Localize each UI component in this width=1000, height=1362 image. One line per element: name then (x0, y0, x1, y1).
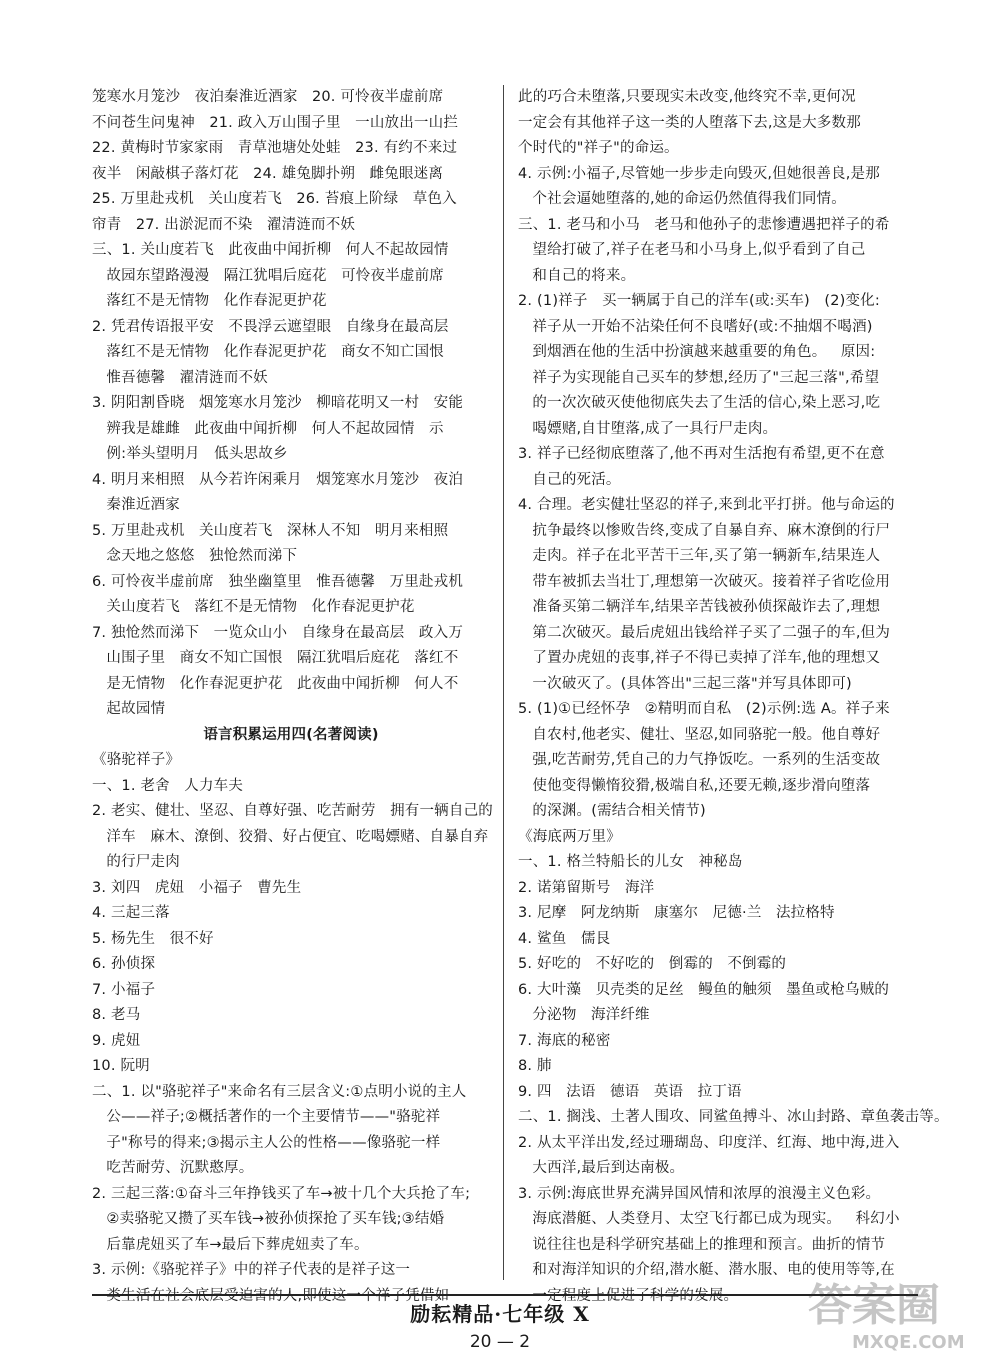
right-text-line: 带车被抓去当壮丁,理想第一次破灭。接着祥子省吃俭用 (518, 573, 891, 590)
left-text-line: 不问苍生问鬼神 21. 政入万山围子里 一山放出一山拦 (92, 114, 459, 131)
right-text-line: 祥子从一开始不沾染任何不良嗜好(或:不抽烟不喝酒) (518, 318, 873, 335)
left-text-line: 2. 老实、健壮、坚忍、自尊好强、吃苦耐劳 拥有一辆自己的 (92, 803, 493, 819)
right-text-line: 此的巧合未堕落,只要现实未改变,他终究不幸,更何况 (518, 89, 856, 105)
right-text-line: 强,吃苦耐劳,凭自己的力气挣饭吃。一系列的生活变故 (518, 752, 881, 768)
right-text-line: 自己的死活。 (518, 471, 621, 488)
left-column (92, 85, 493, 1309)
left-text-line: 2. 凭君传语报平安 不畏浮云遮望眼 自缘身在最高层 (92, 318, 449, 335)
left-text-line: 山围子里 商女不知亡国恨 隔江犹唱后庭花 落红不 (92, 650, 459, 666)
left-text-line: 笼寒水月笼沙 夜泊秦淮近酒家 20. 可怜夜半虚前席 (92, 89, 444, 105)
right-text-line: 望给打破了,祥子在老马和小马身上,似乎看到了自己 (518, 242, 866, 258)
left-text-line: 是无情物 化作春泥更护花 此夜曲中闻折柳 何人不 (92, 675, 459, 692)
right-text-line: 4. 合理。老实健壮坚忍的祥子,来到北平打拼。他与命运的 (518, 497, 895, 513)
left-text-line: 二、1. 以"骆驼祥子"来命名有三层含义:①点明小说的主人 (92, 1083, 467, 1100)
left-text-line: 3. 阴阳割昏晓 烟笼寒水月笼沙 柳暗花明又一村 安能 (92, 395, 464, 411)
left-text-line: 落红不是无情物 化作春泥更护花 商女不知亡国恨 (92, 344, 444, 360)
watermark-main: 答案圈 (808, 1280, 940, 1331)
left-text-line: 5. 万里赴戎机 关山度若飞 深林人不知 明月来相照 (92, 522, 449, 539)
left-text-line: 惟吾德馨 濯清涟而不妖 (92, 369, 268, 386)
right-text-line: 5. 好吃的 不好吃的 倒霉的 不倒霉的 (518, 956, 787, 972)
left-text-line: 6. 孙侦探 (92, 956, 156, 972)
left-text-line: 4. 三起三落 (92, 905, 170, 921)
right-text-line: 《海底两万里》 (518, 828, 621, 845)
right-text-line: 海底潜艇、人类登月、太空飞行都已成为现实。 科幻小 (518, 1211, 900, 1227)
left-text-line: 语言积累运用四(名著阅读) (203, 726, 379, 743)
left-text-line: 《骆驼祥子》 (92, 752, 181, 768)
right-text-line: 个社会逼她堕落的,她的命运仍然值得我们同情。 (518, 191, 846, 207)
right-text-line: 3. 祥子已经彻底堕落了,他不再对生活抱有希望,更不在意 (518, 446, 885, 462)
right-text-line: 的一次次破灭使他彻底失去了生活的信心,染上恶习,吃 (518, 395, 881, 411)
left-text-line: 的行尸走肉 (92, 854, 180, 870)
right-text-line: 分泌物 海洋纤维 (518, 1007, 650, 1023)
right-text-line: 6. 大叶藻 贝壳类的足丝 鳗鱼的触须 墨鱼或枪乌贼的 (518, 981, 890, 998)
left-text-line: 8. 老马 (92, 1007, 141, 1023)
right-text-line: 4. 示例:小福子,尽管她一步步走向毁灭,但她很善良,是那 (518, 165, 880, 182)
right-text-line: 3. 示例:海底世界充满异国风情和浓厚的浪漫主义色彩。 (518, 1185, 881, 1202)
left-text-line: 22. 黄梅时节家家雨 青草池塘处处蛙 23. 有约不来过 (92, 140, 458, 156)
right-text-line: 2. (1)祥子 买一辆属于自己的洋车(或:买车) (2)变化: (518, 293, 880, 309)
left-text-line: 5. 杨先生 很不好 (92, 930, 214, 947)
page-number: 20 — 2 (469, 1332, 531, 1352)
right-text-line: 到烟酒在他的生活中扮演越来越重要的角色。 原因: (518, 344, 876, 360)
right-text-line: 和对海洋知识的介绍,潜水艇、潜水服、电的使用等等,在 (518, 1262, 895, 1278)
watermark-logo (800, 1268, 990, 1356)
right-text-line: 一定会有其他祥子这一类的人堕落下去,这是大多数那 (518, 114, 861, 131)
left-text-line: 7. 小福子 (92, 981, 156, 998)
left-text-line: 秦淮近酒家 (92, 497, 180, 513)
left-text-line: 4. 明月来相照 从今若许闲乘月 烟笼寒水月笼沙 夜泊 (92, 471, 464, 488)
right-text-line: 一次破灭了。(具体答出"三起三落"并写具体即可) (518, 675, 852, 692)
right-text-line: 2. 从太平洋出发,经过珊瑚岛、印度洋、红海、地中海,进入 (518, 1134, 900, 1151)
watermark-url: MXQE.COM (852, 1332, 965, 1353)
left-text-line: 子"称号的得来;③揭示主人公的性格——像骆驼一样 (92, 1134, 441, 1151)
left-text-line: 落红不是无情物 化作春泥更护花 (92, 293, 327, 309)
right-text-line: 一、1. 格兰特船长的儿女 神秘岛 (518, 854, 743, 870)
left-text-line: 一、1. 老舍 人力车夫 (92, 777, 244, 794)
left-text-line: 吃苦耐劳、沉默憨厚。 (92, 1160, 254, 1176)
left-text-line: 10. 阮明 (92, 1058, 150, 1074)
right-text-line: 使他变得懒惰狡猾,极端自私,还要无赖,逐步滑向堕落 (518, 777, 871, 794)
left-text-line: 故园东望路漫漫 隔江犹唱后庭花 可怜夜半虚前席 (92, 267, 444, 284)
left-text-line: 3. 刘四 虎妞 小福子 曹先生 (92, 879, 302, 896)
left-text-line: 夜半 闲敲棋子落灯花 24. 雄兔脚扑朔 雌兔眼迷离 (92, 165, 444, 182)
right-text-line: 祥子为实现能自己买车的梦想,经历了"三起三落",希望 (518, 369, 880, 386)
left-text-line: ②卖骆驼又攒了买车钱→被孙侦探抢了买车钱;③结婚 (92, 1211, 445, 1227)
left-text-line: 三、1. 关山度若飞 此夜曲中闻折柳 何人不起故园情 (92, 242, 449, 258)
column-divider (503, 85, 504, 1280)
right-text-line: 二、1. 搁浅、土著人围攻、同鲨鱼搏斗、冰山封路、章鱼袭击等。 (518, 1109, 949, 1125)
left-text-line: 25. 万里赴戎机 关山度若飞 26. 苔痕上阶绿 草色入 (92, 191, 457, 207)
left-text-line: 辨我是雄雌 此夜曲中闻折柳 何人不起故园情 示 (92, 420, 444, 437)
left-text-line: 后靠虎妞买了车→最后下葬虎妞卖了车。 (92, 1236, 369, 1253)
footer-rule (92, 1294, 918, 1296)
right-text-line: 准备买第二辆洋车,结果辛苦钱被孙侦探敲诈去了,理想 (518, 599, 881, 615)
right-text-line: 9. 四 法语 德语 英语 拉丁语 (518, 1083, 742, 1100)
right-text-line: 和自己的将来。 (518, 267, 636, 284)
right-text-line: 2. 诺第留斯号 海洋 (518, 879, 655, 896)
left-text-line: 3. 示例:《骆驼祥子》中的祥子代表的是祥子这一 (92, 1262, 411, 1278)
right-text-line: 4. 鲨鱼 儒艮 (518, 930, 611, 947)
left-text-line: 7. 独怆然而涕下 一览众山小 自缘身在最高层 政入万 (92, 624, 464, 641)
left-text-line: 公——祥子;②概括著作的一个主要情节——"骆驼祥 (92, 1109, 441, 1125)
right-text-line: 了置办虎妞的丧事,祥子不得已卖掉了洋车,他的理想又 (518, 650, 881, 666)
right-text-line: 抗争最终以惨败告终,变成了自暴自弃、麻木潦倒的行尸 (518, 522, 891, 539)
right-text-line: 自农村,他老实、健壮、坚忍,如同骆驼一般。他自尊好 (518, 726, 881, 743)
left-text-line: 念天地之悠悠 独怆然而涕下 (92, 548, 298, 564)
left-text-line: 起故园情 (92, 701, 166, 717)
right-text-line: 说往往也是科学研究基础上的推理和预言。曲折的情节 (518, 1236, 886, 1253)
right-text-line: 3. 尼摩 阿龙纳斯 康塞尔 尼德·兰 法拉格特 (518, 905, 835, 921)
left-text-line: 例:举头望明月 低头思故乡 (92, 446, 288, 462)
right-text-line: 大西洋,最后到达南极。 (518, 1160, 685, 1176)
left-text-line: 2. 三起三落:①奋斗三年挣钱买了车→被十几个大兵抢了车; (92, 1185, 471, 1202)
footer-brand: 励耘精品·七年级 X (410, 1302, 590, 1326)
left-text-line: 帘青 27. 出淤泥而不染 濯清涟而不妖 (92, 216, 356, 233)
right-text-line: 走肉。祥子在北平苦干三年,买了第一辆新车,结果连人 (518, 548, 881, 564)
left-text-line: 洋车 麻木、潦倒、狡猾、好占便宜、吃喝嫖赌、自暴自弃 (92, 828, 489, 845)
right-text-line: 7. 海底的秘密 (518, 1032, 611, 1049)
left-text-line: 关山度若飞 落红不是无情物 化作春泥更护花 (92, 599, 415, 615)
right-text-line: 的深渊。(需结合相关情节) (518, 803, 706, 819)
right-text-line: 喝嫖赌,自甘堕落,成了一具行尸走肉。 (518, 420, 778, 437)
left-text-line: 9. 虎妞 (92, 1032, 141, 1049)
right-text-line: 5. (1)①已经怀孕 ②精明而自私 (2)示例:选 A。祥子来 (518, 701, 890, 717)
right-text-line: 三、1. 老马和小马 老马和他孙子的悲惨遭遇把祥子的希 (518, 216, 890, 233)
right-text-line: 第二次破灭。最后虎妞出钱给祥子买了二强子的车,但为 (518, 624, 891, 641)
right-text-line: 8. 肺 (518, 1058, 552, 1074)
left-text-line: 6. 可怜夜半虚前席 独坐幽篁里 惟吾德馨 万里赴戎机 (92, 573, 464, 590)
right-text-line: 个时代的"祥子"的命运。 (518, 140, 679, 156)
